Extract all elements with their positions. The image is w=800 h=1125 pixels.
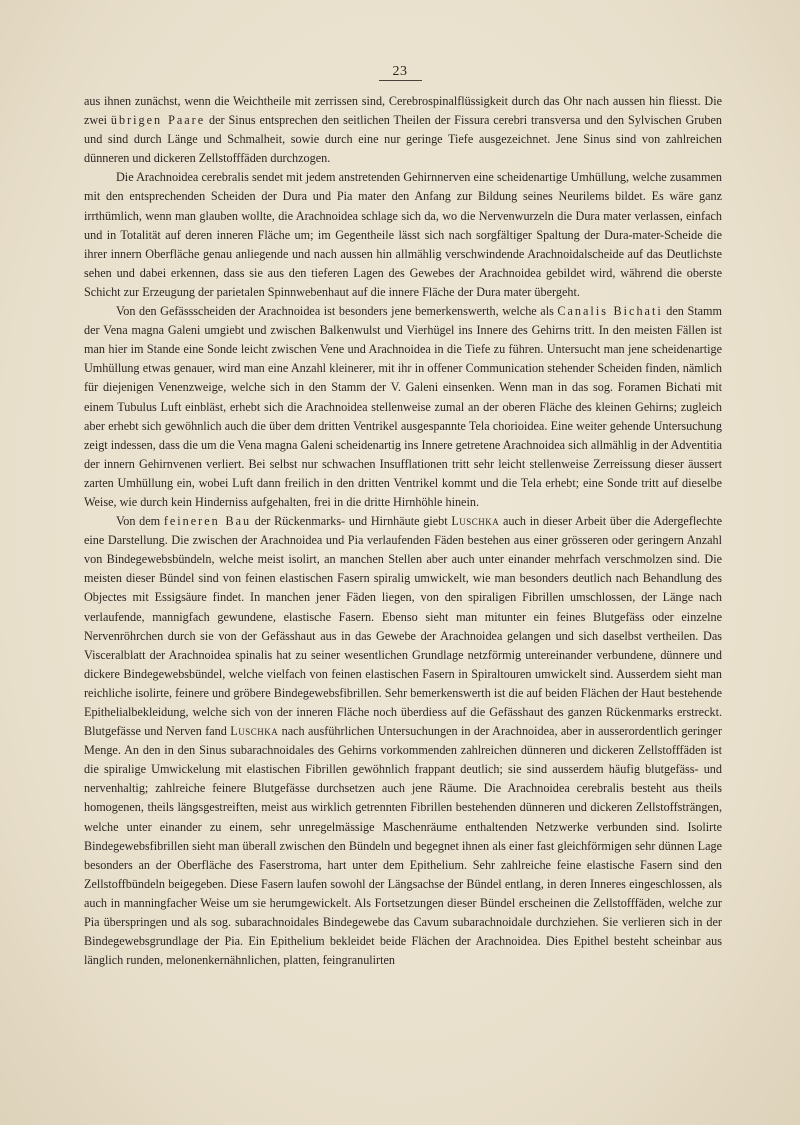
page-number: 23	[0, 64, 800, 80]
paragraph-text: auch in dieser Arbeit über die Adergeflechte eine Darstellung. Die zwischen der Arachnoidea und Pia verlaufenden Fäden bestehen aus einer grösseren oder geringern Anzahl von Bindegewebsbündeln, welche meist isolirt, an manchen Stellen aber auch unter einander mehrfach verschmolzen sind. Die meisten dieser Bündel sind von feinen elastischen Fasern spiralig umwickelt, wie man besonders deutlich nach Behandlung des Objectes mit Essigsäure findet. In manchen jener Fäden liegen, von den spiraligen Fibrillen umschlossen, der Länge nach verlaufende, mannigfach gewundene, elastische Fasern. Ebenso sieht man mitunter ein feines Blutgefäss oder einzelne Nervenröhrchen durch sie von der Gefässhaut aus in das Gewebe der Arachnoidea gelangen und sich daselbst vertheilen. Das Visceralblatt der Arachnoidea spinalis hat zu seiner wesentlichen Grundlage netzförmig untereinander verbundene, dünnere und dickere Bindegewebsbündel, welche vielfach von feinen elastischen Fasern in Spiraltouren umwickelt sind. Ausserdem sieht man reichliche isolirte, feinere und gröbere Bindegewebsfibrillen. Sehr bemerkenswerth ist die auf beiden Flächen der Haut bestehende Epithelialbekleidung, welche sich von der inneren Fläche noch überdiess auf die Gefässhaut des ganzen Rückenmarks erstreckt. Blutgefässe und Nerven fand	[84, 514, 722, 739]
paragraph-text: Von dem	[116, 514, 164, 529]
paragraph	[84, 512, 722, 970]
emphasis-text: Luschka	[451, 514, 500, 529]
paragraph-text: Von den Gefässscheiden der Arachnoidea ist besonders jene bemerkenswerth, welche als	[116, 304, 558, 319]
emphasis-text: Luschka	[230, 724, 279, 739]
paragraph	[84, 302, 722, 512]
paragraph-text: Die Arachnoidea cerebralis sendet mit jedem anstretenden Gehirnnerven eine scheidenartige Umhüllung, welche zusammen mit den entsprechenden Scheiden der Dura und Pia mater den Anfang zur Bildung seines Neurilems bildet. Es wäre ganz irrthümlich, wenn man glauben wollte, die Arachnoidea schlage sich da, wo die Nervenwurzeln die Dura mater verlassen, einfach und in Totalität auf deren inneren Fläche um; im Gegentheile lässt sich nach sorgfältiger Spaltung der Dura-mater-Scheide die ihrer innern Oberfläche genau anliegende und nach aussen hin allmählig verschwindende Arachnoidalscheide auf das Deutlichste sehen und dabei erkennen, dass sie aus den tieferen Lagen des Gewebes der Arachnoidea gebildet wird, während die oberste Schicht zur Erzeugung der parietalen Spinnwebenhaut auf die innere Fläche der Dura mater übergeht.	[84, 170, 722, 299]
emphasis-text: übrigen Paare	[110, 113, 206, 128]
emphasis-text: Canalis Bichati	[557, 304, 663, 319]
paragraph-text: aus ihnen zunächst, wenn die Weichtheile mit zerrissen sind, Cerebrospinalflüssigkeit durch das Ohr nach aussen hin fliesst. Die zwei	[84, 94, 722, 128]
paragraph	[84, 168, 722, 302]
paragraph-text: den Stamm der Vena magna Galeni umgiebt und zwischen Balkenwulst und Vierhügel ins Innere des Gehirns tritt. In den meisten Fällen ist man hier im Stande eine Sonde leicht zwischen Vene und Arachnoidea in die Tiefe zu führen. Untersucht man jene scheidenartige Umhüllung etwas genauer, wird man eine Anzahl kleinerer, mit ihr in offener Communication stehender Scheiden finden, nämlich für diejenigen Venenzweige, welche sich in den Stamm der V. Galeni einsenken. Wenn man in das sog. Foramen Bichati mit einem Tubulus Luft einbläst, erhebt sich die Arachnoidea stellenweise zumal an der oberen Fläche des kleinen Gehirns; zugleich aber erhebt sich gewöhnlich auch die über dem dritten Ventrikel ausgespannte Tela chorioidea. Eine weiter gehende Untersuchung zeigt indessen, dass die um die Vena magna Galeni scheidenartig ins Innere getretene Arachnoidea sich allmählig in der Adventitia der innern Gehirnvenen verliert. Bei selbst nur schwachen Insufflationen tritt sehr leicht stellenweise Zerreissung dieser äussert zarten Umhüllung ein, wobei Luft dann freilich in den dritten Ventrikel kommt und die Tela erhebt; eine Sonde tritt auf dieselbe Weise, wie durch kein Hinderniss aufgehalten, frei in die dritte Hirnhöhle hinein.	[84, 304, 722, 509]
paragraph-text: der Sinus entsprechen den seitlichen Theilen der Fissura cerebri transversa und den Sylvischen Gruben und sind durch Länge und Schmalheit, sowie durch eine nur geringe Tiefe ausgezeichnet. Jene Sinus sind von zahlreichen dünneren und dickeren Zellstofffäden durchzogen.	[84, 113, 723, 166]
paragraph	[84, 92, 722, 168]
emphasis-text: feineren Bau	[163, 514, 252, 529]
paragraph-text: nach ausführlichen Untersuchungen in der Arachnoidea, aber in ausserordentlich geringer Menge. An den in den Sinus subarachnoidales des Gehirns vorkommenden zahlreichen dünneren und dickeren Zellstofffäden ist die spiralige Umwickelung mit elastischen Fibrillen gewöhnlich frappant deutlich; sie sind ausserdem häufig blutgefäss- und nervenhaltig; zahlreiche feinere Blutgefässe durchsetzen auch jene Räume. Die Arachnoidea cerebralis besteht aus theils homogenen, theils längsgestreiften, meist aus wirklich getrennten Fibrillen bestehenden dünneren und dickeren Zellstoffsträngen, welche unter einander zu einem, sehr unregelmässige Maschenräume enthaltenden Netzwerke verbunden sind. Isolirte Bindegewebsfibrillen sieht man überall zwischen den Bündeln und begegnet ihnen als einer fast gleichförmigen sehr dünnen Lage besonders an der Oberfläche des Faserstroma, hart unter dem Epithelium. Sehr zahlreiche feine elastische Fasern sind den Zellstoffbündeln beigegeben. Diese Fasern laufen sowohl der Längsachse der Bündel entlang, in deren Inneres eingeschlossen, als auch in manningfacher Weise um sie herumgewickelt. Als Fortsetzungen dieser Bündel erscheinen die Zellstofffäden, welche zur Pia überspringen und als sog. subarachnoidales Bindegewebe das Cavum subarachnoidale durchziehen. Sie verlieren sich in der Bindegewebsgrundlage der Pia. Ein Epithelium bekleidet beide Flächen der Arachnoidea. Dies Epithel besteht scheinbar aus länglich runden, melonenkernähnlichen, platten, feingranulirten	[84, 724, 722, 968]
body-text	[84, 92, 722, 970]
paragraph-text: der Rückenmarks- und Hirnhäute giebt	[251, 514, 452, 529]
